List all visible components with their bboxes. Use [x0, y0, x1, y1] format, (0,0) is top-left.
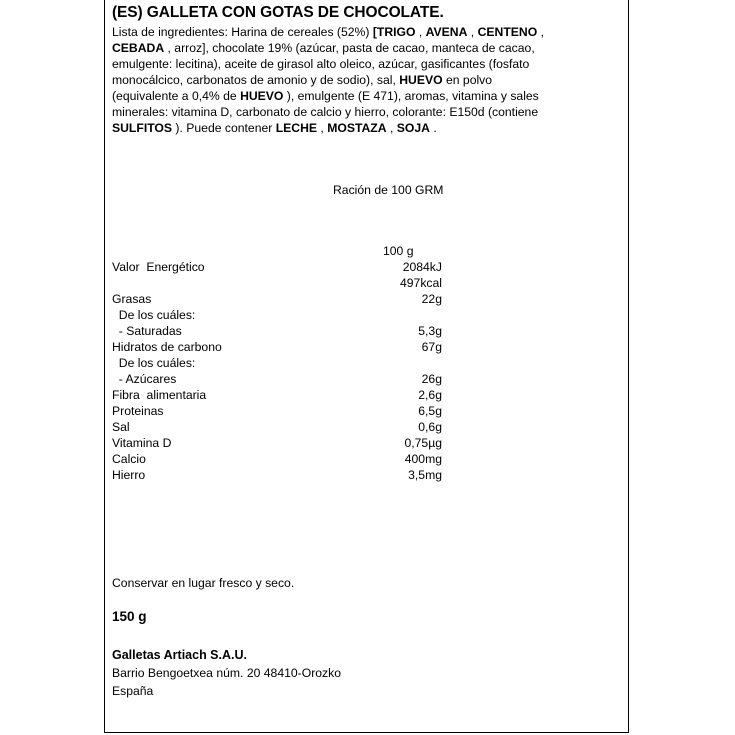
- nutrient-value: 497kcal: [399, 276, 442, 290]
- ingredient-text: ,: [467, 25, 478, 39]
- nutrient-label: Hierro: [112, 468, 146, 482]
- allergen-text: AVENA: [425, 25, 468, 39]
- nutrient-label: Valor Energético: [112, 260, 205, 274]
- allergen-text: HUEVO: [399, 73, 443, 87]
- nutrient-value: 2084kJ: [402, 260, 442, 274]
- ingredient-text: (equivalente a 0,4% de: [112, 89, 241, 103]
- nutrient-label: Fibra alimentaria: [112, 388, 207, 402]
- ingredient-text: ,: [317, 121, 328, 135]
- nutrient-value: 67g: [421, 340, 442, 354]
- ingredients-line: [112, 72, 620, 88]
- ingredients-line: [112, 88, 620, 104]
- nutrient-label: Vitamina D: [112, 436, 172, 450]
- ingredients-line: [112, 40, 620, 56]
- nutrient-value: 22g: [421, 292, 442, 306]
- ingredient-text: , arroz], chocolate 19% (azúcar, pasta de cacao, manteca de cacao,: [164, 41, 535, 55]
- nutrient-value: 3,5mg: [408, 468, 442, 482]
- allergen-text: MOSTAZA: [327, 121, 387, 135]
- ingredient-text: Lista de ingredientes: Harina de cereales (52%): [112, 25, 373, 39]
- company-country: España: [112, 684, 154, 698]
- ingredient-text: ,: [415, 25, 426, 39]
- nutrient-value: 2,6g: [418, 388, 442, 402]
- nutrition-row: [112, 388, 442, 404]
- ingredient-text: ). Puede contener: [172, 121, 276, 135]
- ingredient-text: ,: [537, 25, 544, 39]
- nutrition-column-header: 100 g: [383, 244, 414, 258]
- ingredient-text: monocálcico, carbonatos de amonio y de sodio), sal,: [112, 73, 400, 87]
- nutrient-value: 5,3g: [418, 324, 442, 338]
- ingredients-text: [112, 24, 620, 136]
- ingredients-line: [112, 24, 620, 40]
- ingredient-text: emulgente: lecitina), aceite de girasol alto oleico, azúcar, gasificantes (fosfato: [112, 57, 530, 71]
- nutrition-row: [112, 292, 442, 308]
- allergen-text: CEBADA: [112, 41, 165, 55]
- ingredient-text: .: [429, 121, 437, 135]
- allergen-text: CENTENO: [477, 25, 538, 39]
- nutrition-row: [112, 468, 442, 484]
- nutrition-row: [112, 308, 442, 324]
- nutrient-label: De los cuáles:: [112, 356, 196, 370]
- nutrition-row: [112, 436, 442, 452]
- nutrient-label: De los cuáles:: [112, 308, 196, 322]
- nutrient-value: 0,6g: [418, 420, 442, 434]
- serving-size: Ración de 100 GRM: [333, 183, 444, 197]
- nutrient-label: Hidratos de carbono: [112, 340, 222, 354]
- nutrition-row: [112, 452, 442, 468]
- ingredient-text: ,: [386, 121, 397, 135]
- nutrient-label: - Saturadas: [112, 324, 182, 338]
- nutrition-row: [112, 356, 442, 372]
- product-title: (ES) GALLETA CON GOTAS DE CHOCOLATE.: [112, 4, 444, 21]
- storage-instructions: Conservar en lugar fresco y seco.: [112, 576, 295, 590]
- ingredient-text: ), emulgente (E 471), aromas, vitamina y sales: [283, 89, 539, 103]
- nutrient-label: Calcio: [112, 452, 146, 466]
- nutrient-label: Sal: [112, 420, 130, 434]
- nutrition-row: [112, 260, 442, 276]
- allergen-text: SULFITOS: [112, 121, 173, 135]
- ingredient-text: minerales: vitamina D, carbonato de calcio y hierro, colorante: E150d (contiene: [112, 105, 539, 119]
- nutrient-value: 400mg: [404, 452, 442, 466]
- nutrient-value: 26g: [421, 372, 442, 386]
- ingredients-line: [112, 56, 620, 72]
- nutrient-value: 6,5g: [418, 404, 442, 418]
- nutrition-row: [112, 324, 442, 340]
- allergen-text: SOJA: [396, 121, 430, 135]
- ingredients-line: [112, 104, 620, 120]
- nutrient-label: Grasas: [112, 292, 152, 306]
- nutrition-row: [112, 276, 442, 292]
- nutrient-label: - Azúcares: [112, 372, 177, 386]
- allergen-text: [TRIGO: [372, 25, 416, 39]
- nutrition-row: [112, 420, 442, 436]
- company-name: Galletas Artiach S.A.U.: [112, 648, 247, 662]
- net-weight: 150 g: [112, 609, 147, 624]
- allergen-text: HUEVO: [240, 89, 284, 103]
- nutrient-value: 0,75µg: [404, 436, 442, 450]
- nutrition-row: [112, 372, 442, 388]
- ingredient-text: en polvo: [442, 73, 493, 87]
- company-address-line: Barrio Bengoetxea núm. 20 48410-Orozko: [112, 666, 341, 680]
- nutrition-row: [112, 404, 442, 420]
- allergen-text: LECHE: [275, 121, 318, 135]
- ingredients-line: [112, 120, 620, 136]
- nutrient-label: Proteinas: [112, 404, 164, 418]
- nutrition-row: [112, 340, 442, 356]
